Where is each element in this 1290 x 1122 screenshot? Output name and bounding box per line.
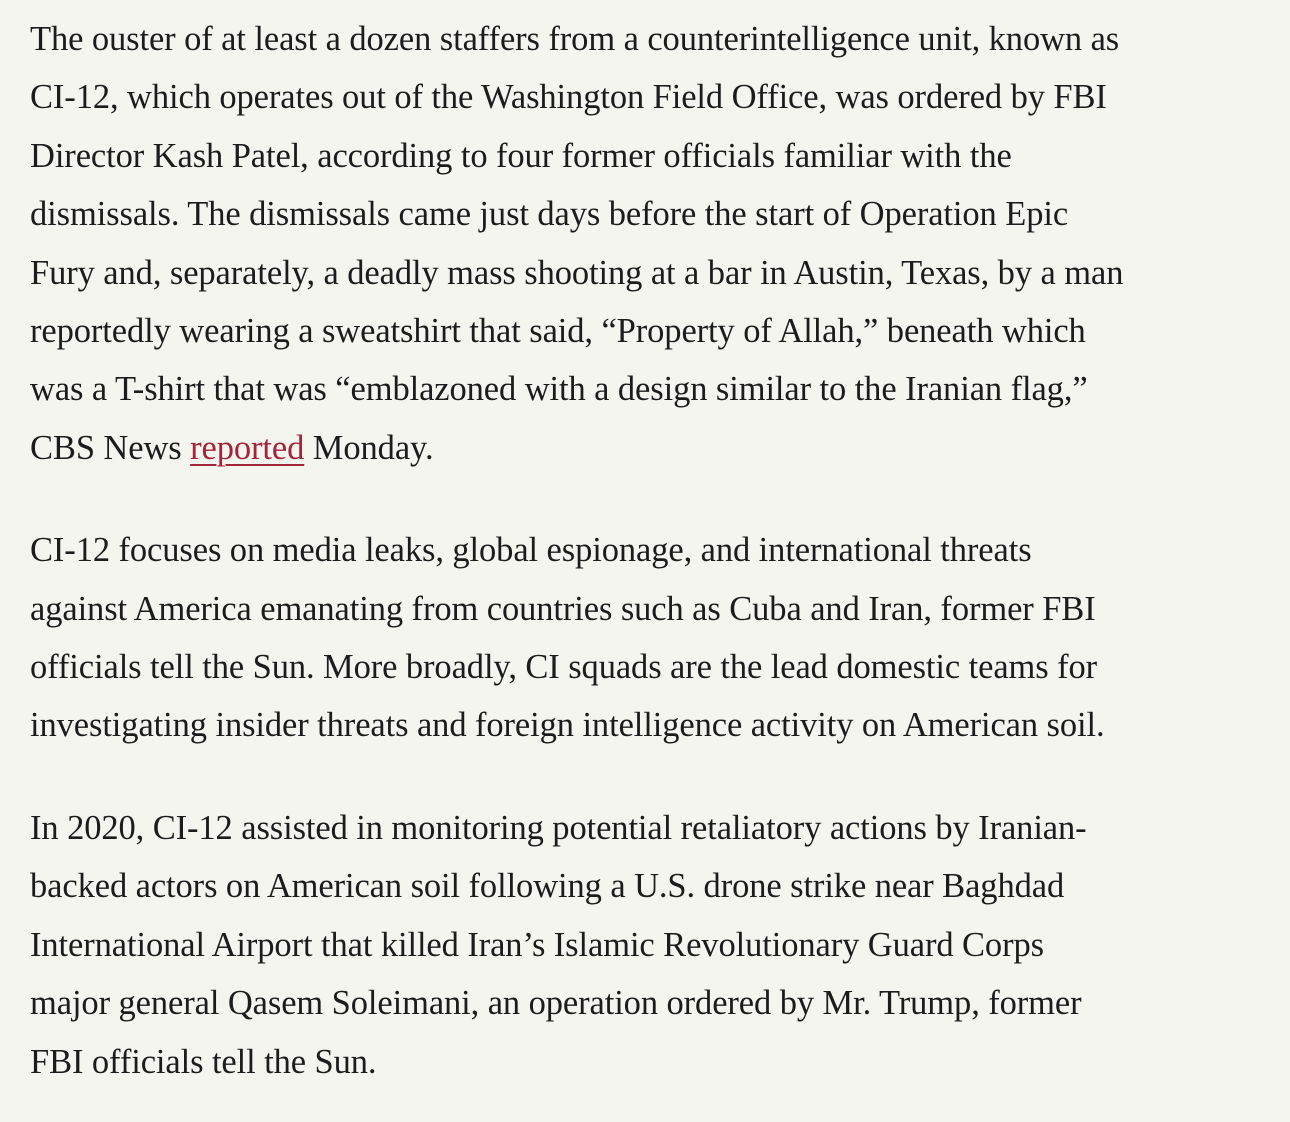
text-segment: CBS News <box>30 428 191 467</box>
text-line: CI-12, which operates out of the Washington Field Office, was ordered by FBI <box>30 78 1107 117</box>
article-body <box>30 10 1270 1091</box>
reported-link[interactable]: reported <box>190 428 305 467</box>
text-line: Fury and, separately, a deadly mass shooting at a bar in Austin, Texas, by a man <box>30 253 1124 292</box>
text-line: Director Kash Patel, according to four former officials familiar with the <box>30 136 1012 175</box>
text-line: was a T-shirt that was “emblazoned with a design similar to the Iranian flag,” <box>30 370 1088 409</box>
text-line: International Airport that killed Iran’s Islamic Revolutionary Guard Corps <box>30 925 1044 964</box>
text-line: dismissals. The dismissals came just days before the start of Operation Epic <box>30 195 1069 234</box>
text-line-with-link <box>30 419 1270 477</box>
text-line: investigating insider threats and foreign intelligence activity on American soil. <box>30 706 1105 745</box>
paragraph-2 <box>30 521 1270 755</box>
text-line: CI-12 focuses on media leaks, global espionage, and international threats <box>30 531 1032 570</box>
paragraph-1 <box>30 10 1270 477</box>
text-line: The ouster of at least a dozen staffers from a counterintelligence unit, known as <box>30 20 1120 58</box>
text-line: backed actors on American soil following a U.S. drone strike near Baghdad <box>30 867 1065 906</box>
text-line: against America emanating from countries such as Cuba and Iran, former FBI <box>30 589 1096 628</box>
text-line: officials tell the Sun. More broadly, CI squads are the lead domestic teams for <box>30 648 1098 687</box>
text-line: FBI officials tell the Sun. <box>30 1042 377 1081</box>
text-line: reportedly wearing a sweatshirt that said, “Property of Allah,” beneath which <box>30 312 1086 351</box>
text-segment: Monday. <box>304 428 434 467</box>
text-line: major general Qasem Soleimani, an operation ordered by Mr. Trump, former <box>30 984 1082 1023</box>
paragraph-3 <box>30 799 1270 1091</box>
text-line: In 2020, CI-12 assisted in monitoring potential retaliatory actions by Iranian- <box>30 808 1087 847</box>
